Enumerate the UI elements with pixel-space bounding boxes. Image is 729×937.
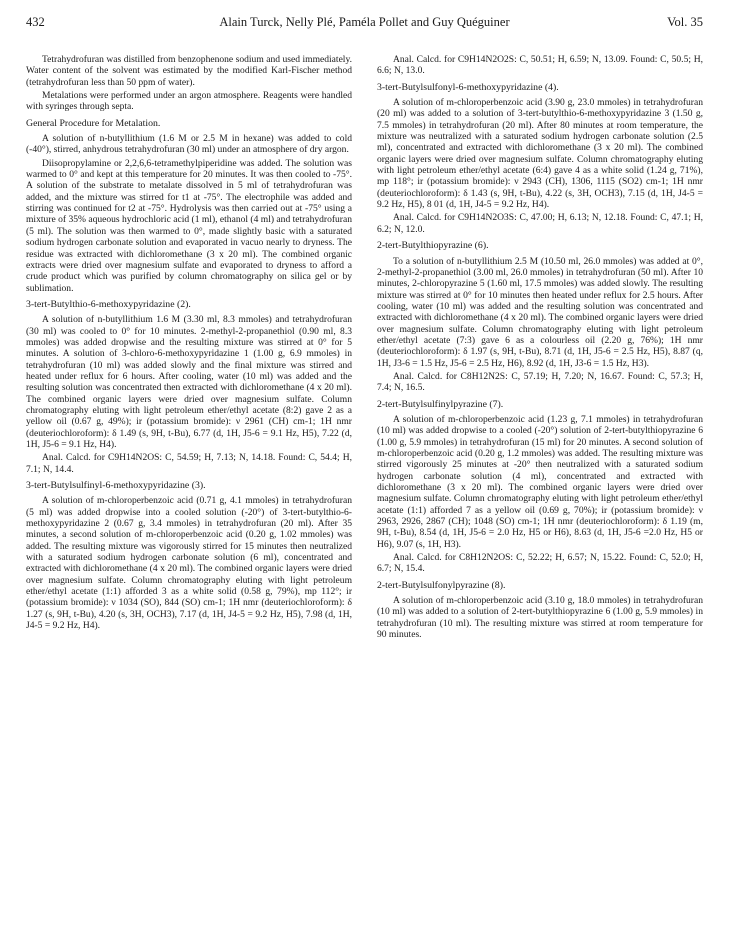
- heading-compound-3: 3-tert-Butylsulfinyl-6-methoxypyridazine (3).: [26, 480, 206, 492]
- paragraph-compound-2: A solution of n-butyllithium 1.6 M (3.30 ml, 8.3 mmoles) and tetrahydrofuran (30 ml) was cooled to 0° for 10 minutes. 2-methyl-2-propanethiol (0.90 ml, 8.3 mmoles) was added dropwise and the resulting mixture was stirred at 0° for 5 minutes. A solution of 3-chloro-6-methoxypyridazine 1 (1.00 g, 6.9 mmoles) in tetrahydrofuran (10 ml) was added slowly and the final mixture was stirred and heated under reflux for 6 hours. After cooling, water (10 ml) was added and the resulting solution was concentrated then extracted with dichloromethane (4 x 20 ml). The combined organic layers were dried over magnesium sulfate. Column chromatography eluting with light petroleum ether/ethyl acetate (8:2) gave 2 as a yellow oil (0.67 g, 49%); ir (potassium bromide): ν 2961 (CH) cm-1; 1H nmr (deuteriochloroform): δ 1.49 (s, 9H, t-Bu), 6.77 (d, 1H, J5-6 = 9.1 Hz, H5), 7.22 (d, 1H, J5-6 = 9.1 Hz, H4).: [26, 314, 352, 450]
- heading-compound-8: 2-tert-Butylsulfonylpyrazine (8).: [377, 579, 506, 591]
- paragraph-solvent: Tetrahydrofuran was distilled from benzophenone sodium and used immediately. Water content of the solvent was estimated by the modified Karl-Fischer method (tetrahydrofuran less than 50 ppm of water).: [26, 54, 352, 88]
- left-column: [26, 54, 352, 634]
- heading-compound-6: 2-tert-Butylthiopyrazine (6).: [377, 240, 489, 252]
- paragraph-metalation-conditions: Metalations were performed under an argon atmosphere. Reagents were handled with syringes through septa.: [26, 90, 352, 113]
- page-number: 432: [26, 15, 45, 29]
- paragraph-compound-3: A solution of m-chloroperbenzoic acid (0.71 g, 4.1 mmoles) in tetrahydrofuran (5 ml) was added dropwise into a cooled solution (-20°) of 3-tert-butylthio-6-methoxypyridazine 2 (0.67 g, 3.4 mmoles) in tetrahydrofuran (20 ml). After 35 minutes, a second solution of m-chloroperbenzoic acid (0.20 g, 1.02 mmoles) was added. The resulting mixture was vigorously stirred for 15 minutes then neutralized with a saturated sodium hydrogen carbonate solution (6 ml), concentrated and extracted with dichloromethane (4 x 20 ml). The combined organic layers were dried over magnesium sulfate. Column chromatography eluting with light petroleum ether/ethyl acetate (1:1) afforded 3 as a white solid (0.58 g, 79%), mp 112°; ir (potassium bromide): ν 1034 (SO), 844 (SO) cm-1; 1H nmr (deuteriochloroform): δ 1.27 (s, 9H, t-Bu), 4.20 (s, 3H, OCH3), 7.17 (d, 1H, J4-5 = 9.2 Hz, H5), 7.98 (d, 1H, J4-5 = 9.2 Hz, H4).: [26, 495, 352, 632]
- paragraph-general-2: Diisopropylamine or 2,2,6,6-tetramethylpiperidine was added. The solution was warmed to 0° and kept at this temperature for 20 minutes. It was then cooled to -75°. A solution of the substrate to metalate dissolved in 5 ml of tetrahydrofuran was added, and the mixture was stirred for t1 at -75°. The electrophile was added and stirring was continued for t2 at -75°. Hydrolysis was then carried out at -75° using a mixture of 35% aqueous hydrochloric acid (1 ml), ethanol (4 ml) and tetrahydrofuran (5 ml). The solution was then warmed to 0°, made slightly basic with a saturated sodium hydrogen carbonate solution and evaporated in vacuo nearly to dryness. The residue was extracted with dichloromethane (3 x 20 ml). The combined organic extracts were dried over magnesium sulfate and evaporated to dryness to afford a crude product which was purified by column chromatography on silica gel or by sublimation.: [26, 157, 352, 294]
- analysis-compound-2: Anal. Calcd. for C9H14N2OS: C, 54.59; H, 7.13; N, 14.18. Found: C, 54.4; H, 7.1; N, 14.4.: [26, 452, 352, 475]
- heading-compound-2: 3-tert-Butylthio-6-methoxypyridazine (2).: [26, 298, 191, 310]
- volume-label: Vol. 35: [667, 15, 703, 29]
- paragraph-compound-6: To a solution of n-butyllithium 2.5 M (10.50 ml, 26.0 mmoles) was added at 0°, 2-methyl-2-propanethiol (3.00 ml, 26.0 mmoles) in tetrahydrofuran (50 ml). After 10 minutes, 2-chloropyrazine 5 (1.60 ml, 17.5 mmoles) was added slowly. The resulting mixture was stirred at 0° for 10 minutes then heated under reflux for 2.5 hours. After cooling, water (10 ml) was added and the resulting solution was concentrated and extracted with dichloromethane (4 x 20 ml). The combined organic layers were dried over magnesium sulfate. Column chromatography eluting with light petroleum ether/ethyl acetate (7:3) gave 6 as a colourless oil (2.20 g, 76%); 1H nmr (deuteriochloroform): δ 1.97 (s, 9H, t-Bu), 8.71 (d, 1H, J5-6 = 2.5 Hz, H5), 8.87 (q, 1H, J3-6 = 1.5 Hz, J5-6 = 2.5 Hz, H6), 8.92 (d, 1H, J3-6 = 1.5 Hz, H3).: [377, 255, 703, 369]
- heading-general-procedure: General Procedure for Metalation.: [26, 117, 161, 129]
- analysis-compound-3: Anal. Calcd. for C9H14N2O2S: C, 50.51; H, 6.59; N, 13.09. Found: C, 50.5; H, 6.6; N, 13.0.: [377, 54, 703, 77]
- running-header: [26, 15, 703, 33]
- paragraph-general-1: A solution of n-butyllithium (1.6 M or 2.5 M in hexane) was added to cold (-40°), stirred, anhydrous tetrahydrofuran (30 ml) under an atmosphere of dry argon.: [26, 133, 352, 156]
- heading-compound-4: 3-tert-Butylsulfonyl-6-methoxypyridazine (4).: [377, 81, 559, 93]
- paragraph-compound-7: A solution of m-chloroperbenzoic acid (1.23 g, 7.1 mmoles) in tetrahydrofuran (10 ml) was added dropwise to a cooled (-20°) solution of 2-tert-butylthiopyrazine 6 (1.00 g, 5.9 mmoles) in tetrahydrofuran (15 ml) for 20 minutes. A second solution of m-chloroperbenzoic acid (0.20 g, 1.2 mmoles) was added. The resulting mixture was stirred vigorously 25 minutes at -20° then neutralized with a saturated sodium hydrogen carbonate solution (4 ml), concentrated and extracted with dichloromethane (3 x 20 ml). The combined organic layers were dried over magnesium sulfate. Column chromatography eluting with light petroleum ether/ethyl acetate (1:1) afforded 7 as a yellow oil (0.69 g, 70%); ir (potassium bromide): ν 2963, 2926, 2867 (CH); 1048 (SO) cm-1; 1H nmr (deuteriochloroform): δ 1.19 (m, 9H, t-Bu), 8.54 (d, 1H, J5-6 = 2.0 Hz, H5 or H6), 8.63 (d, 1H, J5-6 =2.0 Hz, H5 or H6), 9.07 (s, 1H, H3).: [377, 413, 703, 550]
- analysis-compound-7: Anal. Calcd. for C8H12N2OS: C, 52.22; H, 6.57; N, 15.22. Found: C, 52.0; H, 6.7; N, 15.4.: [377, 552, 703, 575]
- analysis-compound-6: Anal. Calcd. for C8H12N2S: C, 57.19; H, 7.20; N, 16.67. Found: C, 57.3; H, 7.4; N, 16.5.: [377, 370, 703, 394]
- paragraph-compound-4: A solution of m-chloroperbenzoic acid (3.90 g, 23.0 mmoles) in tetrahydrofuran (20 ml) was added to a solution of 3-tert-butylthio-6-methoxypyridazine 3 (1.50 g, 7.5 mmoles) in tetrahydrofuran (20 ml). After 80 minutes at room temperature, the mixture was neutralized with a saturated sodium hydrogen carbonate solution (2.5 ml), concentrated and extracted with dichloromethane (3 x 20 ml). The combined organic layers were dried over magnesium sulfate. Column chromatography eluting with light petroleum ether/ethyl acetate (6:4) gave 4 as a white solid (1.24 g, 71%), mp 118°; ir (potassium bromide): ν 2943 (CH), 1306, 1115 (SO2) cm-1; 1H nmr (deuteriochloroform): δ 1.43 (s, 9H, t-Bu), 4.22 (s, 3H, OCH3), 7.15 (d, 1H, J4-5 = 9.2 Hz, H5), 8 01 (d, 1H, J4-5 = 9.2 Hz, H4).: [377, 97, 703, 211]
- analysis-compound-4: Anal. Calcd. for C9H14N2O3S: C, 47.00; H, 6.13; N, 12.18. Found: C, 47.1; H, 6.2; N, 12.0.: [377, 212, 703, 235]
- running-authors: Alain Turck, Nelly Plé, Paméla Pollet and Guy Quéguiner: [219, 15, 510, 29]
- paragraph-compound-8: A solution of m-chloroperbenzoic acid (3.10 g, 18.0 mmoles) in tetrahydrofuran (10 ml) was added to a solution of 2-tert-butylthiopyrazine 6 (1.00 g, 5.9 mmoles) in tetrahydrofuran (10 ml). The resulting mixture was stirred at room temperature for 90 minutes.: [377, 595, 703, 641]
- right-column: [377, 54, 703, 643]
- heading-compound-7: 2-tert-Butylsulfinylpyrazine (7).: [377, 398, 504, 410]
